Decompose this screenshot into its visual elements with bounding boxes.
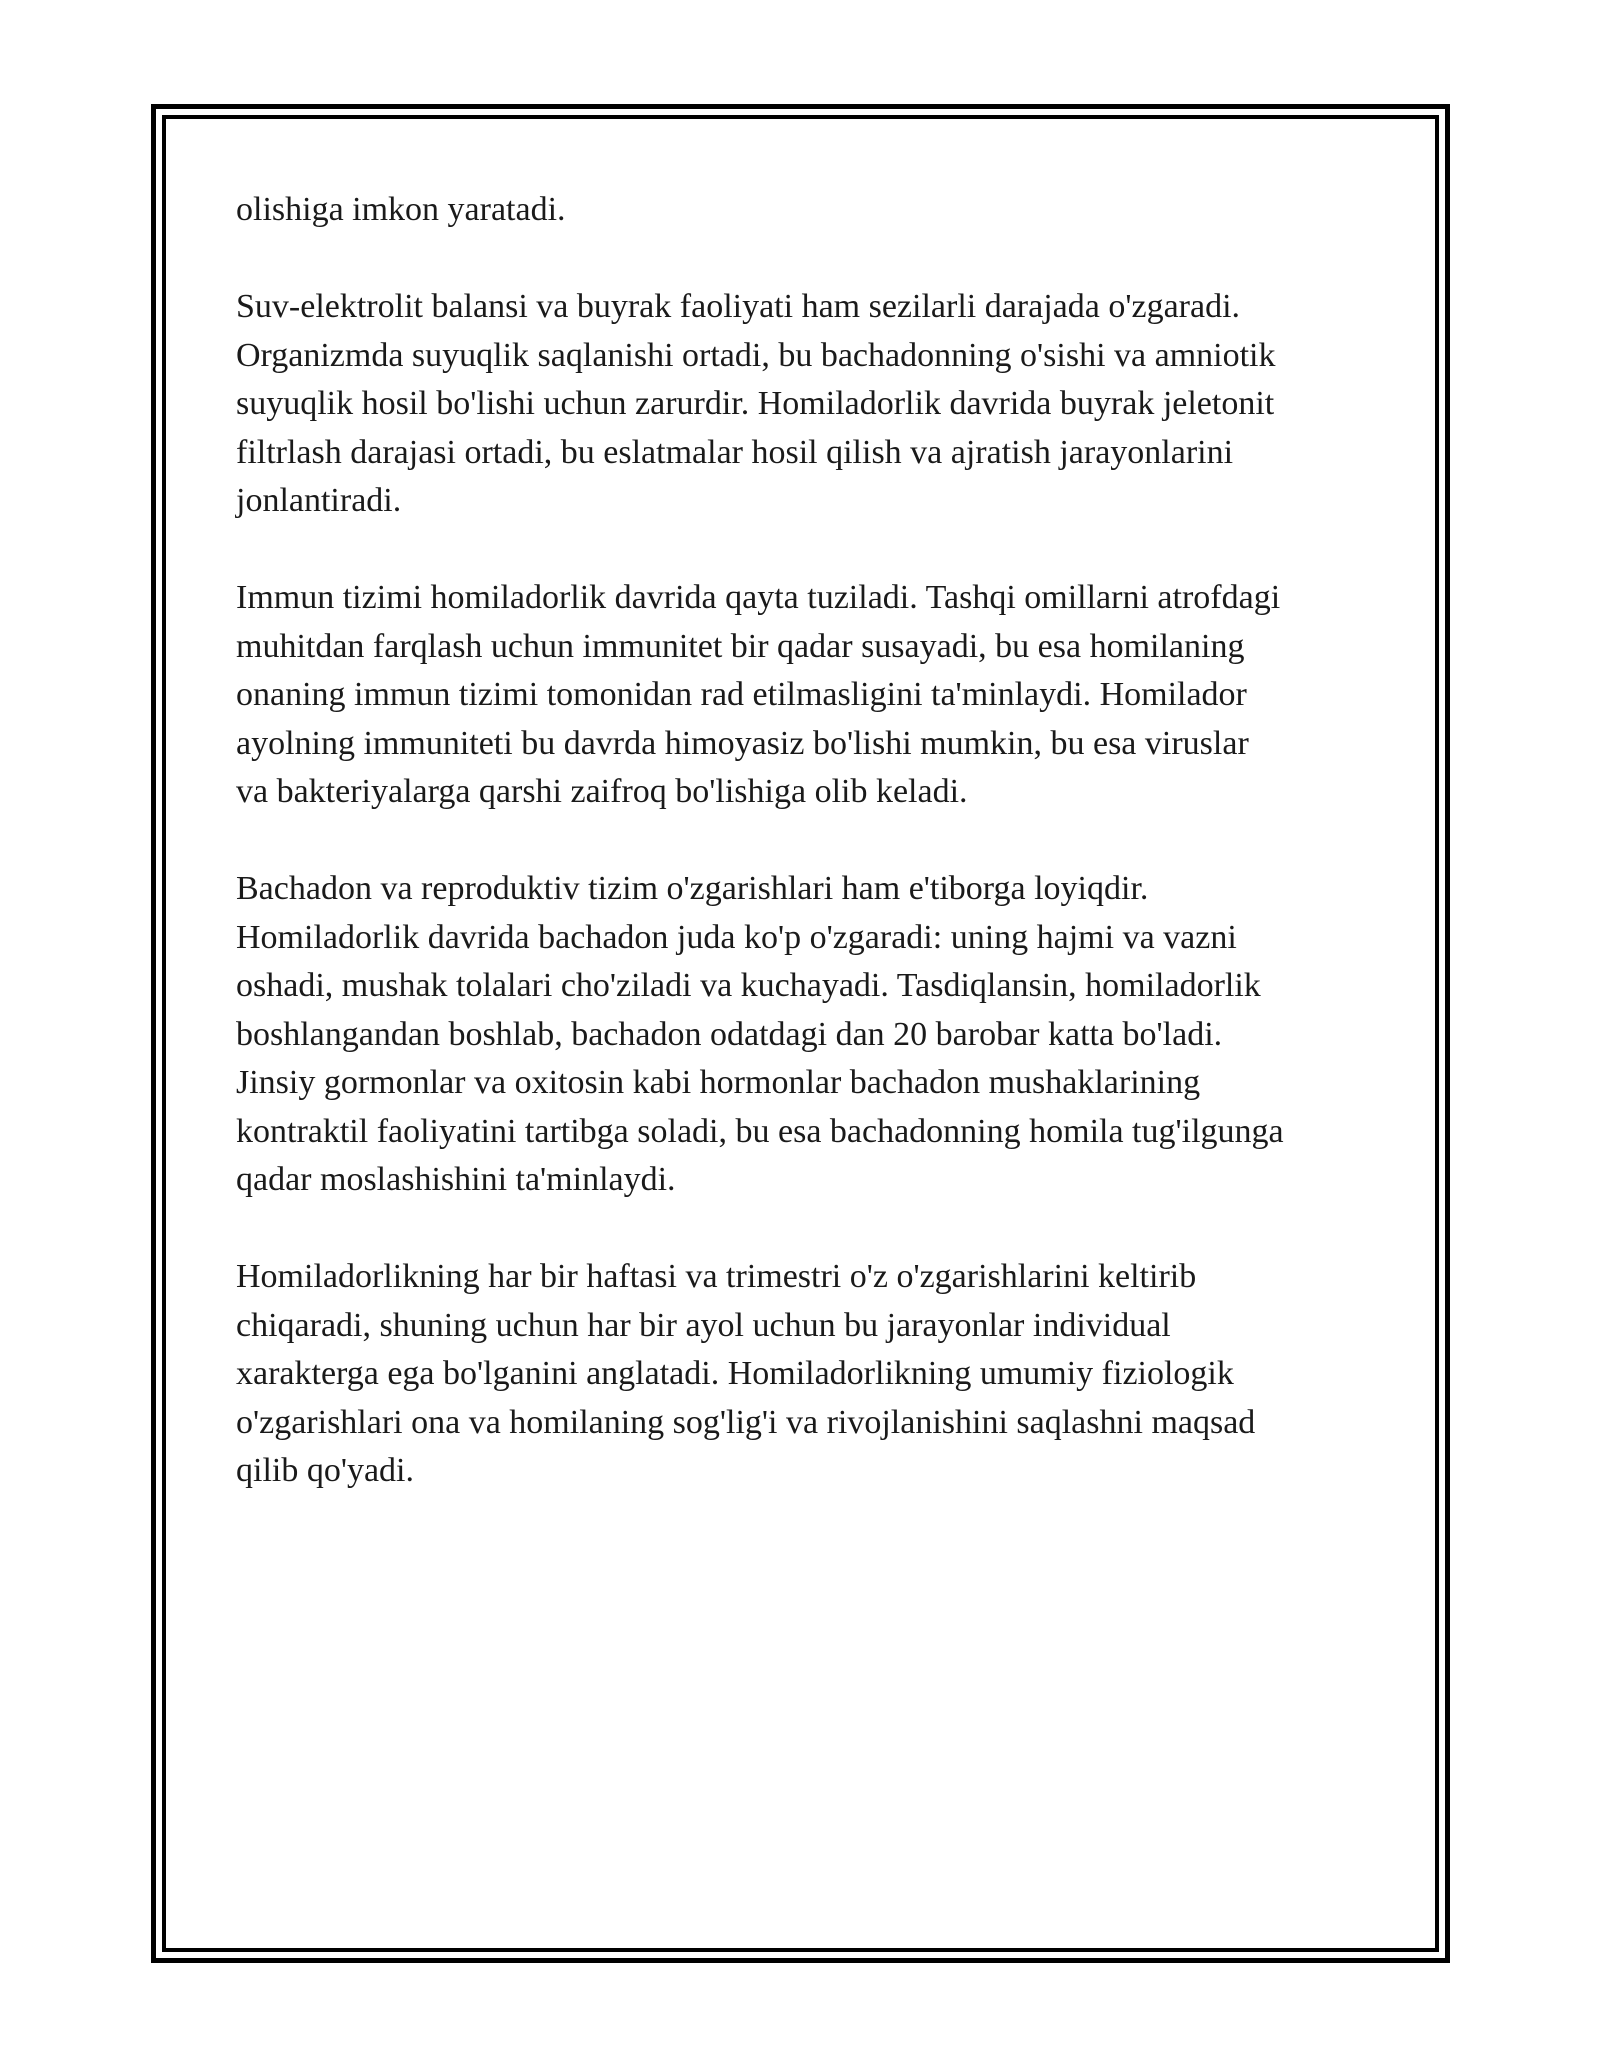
text-line: qilib qo'yadi. <box>236 1452 415 1489</box>
text-line: kontraktil faoliyatini tartibga soladi, bu esa bachadonning homila tug'ilgunga <box>236 1112 1284 1150</box>
text-line: jonlantiradi. <box>236 482 402 519</box>
paragraph-5 <box>236 1253 1376 1496</box>
paragraph-3 <box>236 574 1376 817</box>
text-line: muhitdan farqlash uchun immunitet bir qadar susayadi, bu esa homilaning <box>236 627 1245 665</box>
text-line: Homiladorlikning har bir haftasi va trimestri o'z o'zgarishlarini keltirib <box>236 1258 1197 1295</box>
text-line: onaning immun tizimi tomonidan rad etilmasligini ta'minlaydi. Homilador <box>236 676 1247 713</box>
text-line: oshadi, mushak tolalari cho'ziladi va kuchayadi. Tasdiqlansin, homiladorlik <box>236 967 1261 1004</box>
text-line: qadar moslashishini ta'minlaydi. <box>236 1161 676 1198</box>
paragraph-1 <box>236 186 1376 235</box>
text-line: Jinsiy gormonlar va oxitosin kabi hormonlar bachadon mushaklarining <box>236 1064 1201 1101</box>
text-line: Organizmda suyuqlik saqlanishi ortadi, bu bachadonning o'sishi va amniotik <box>236 336 1276 374</box>
document-body <box>236 186 1376 1544</box>
text-line: o'zgarishlari ona va homilaning sog'lig'i va rivojlanishini saqlashni maqsad <box>236 1403 1256 1441</box>
text-line: Homiladorlik davrida bachadon juda ko'p o'zgaradi: uning hajmi va vazni <box>236 918 1237 956</box>
text-line: suyuqlik hosil bo'lishi uchun zarurdir. Homiladorlik davrida buyrak jeletonit <box>236 385 1275 422</box>
paragraph-4 <box>236 865 1376 1205</box>
text-line: olishiga imkon yaratadi. <box>236 191 566 228</box>
text-line: xarakterga ega bo'lganini anglatadi. Homiladorlikning umumiy fiziologik <box>236 1355 1234 1392</box>
text-line: Bachadon va reproduktiv tizim o'zgarishlari ham e'tiborga loyiqdir. <box>236 870 1149 907</box>
paragraph-2 <box>236 283 1376 526</box>
text-line: filtrlash darajasi ortadi, bu eslatmalar hosil qilish va ajratish jarayonlarini <box>236 433 1234 471</box>
text-line: Suv-elektrolit balansi va buyrak faoliyati ham sezilarli darajada o'zgaradi. <box>236 288 1241 325</box>
text-line: boshlangandan boshlab, bachadon odatdagi dan 20 barobar katta bo'ladi. <box>236 1015 1223 1053</box>
text-line: Immun tizimi homiladorlik davrida qayta tuziladi. Tashqi omillarni atrofdagi <box>236 579 1281 616</box>
text-line: va bakteriyalarga qarshi zaifroq bo'lishiga olib keladi. <box>236 773 968 810</box>
text-line: ayolning immuniteti bu davrda himoyasiz bo'lishi mumkin, bu esa viruslar <box>236 724 1249 762</box>
text-line: chiqaradi, shuning uchun har bir ayol uchun bu jarayonlar individual <box>236 1306 1171 1344</box>
